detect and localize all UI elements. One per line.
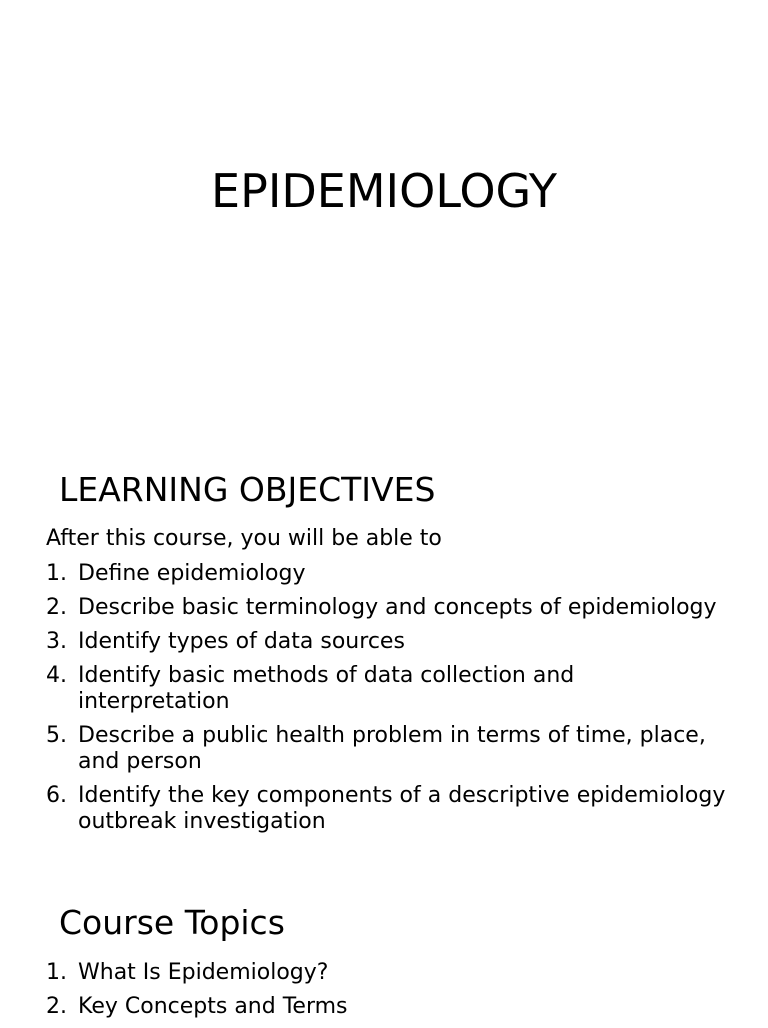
list-item-number: 4. bbox=[46, 663, 67, 688]
list-item-number: 6. bbox=[46, 783, 67, 808]
list-item bbox=[46, 723, 726, 775]
list-item-number: 2. bbox=[46, 994, 67, 1019]
list-item bbox=[46, 663, 726, 715]
objectives-intro: After this course, you will be able to bbox=[46, 526, 442, 551]
list-item-number: 5. bbox=[46, 723, 67, 748]
list-item-text: Identify the key components of a descriptive epidemiology outbreak investigation bbox=[78, 783, 726, 834]
list-item bbox=[46, 595, 726, 621]
topics-list bbox=[46, 960, 726, 1028]
list-item-number: 1. bbox=[46, 960, 67, 985]
list-item-text: Describe a public health problem in terms of time, place, and person bbox=[78, 723, 706, 774]
list-item bbox=[46, 561, 726, 587]
page-title: EPIDEMIOLOGY bbox=[211, 164, 557, 218]
list-item-text: Identify types of data sources bbox=[78, 629, 405, 654]
list-item-text: Identify basic methods of data collection and interpretation bbox=[78, 663, 575, 714]
list-item-number: 2. bbox=[46, 595, 67, 620]
list-item-text: Describe basic terminology and concepts of epidemiology bbox=[78, 595, 717, 620]
list-item bbox=[46, 960, 726, 986]
list-item bbox=[46, 994, 726, 1020]
learning-objectives-heading: LEARNING OBJECTIVES bbox=[59, 470, 436, 509]
list-item bbox=[46, 629, 726, 655]
list-item-text: What Is Epidemiology? bbox=[78, 960, 329, 985]
list-item-text: Define epidemiology bbox=[78, 561, 306, 586]
list-item-number: 1. bbox=[46, 561, 67, 586]
list-item-number: 3. bbox=[46, 629, 67, 654]
list-item-text: Key Concepts and Terms bbox=[78, 994, 348, 1019]
list-item bbox=[46, 783, 726, 835]
course-topics-heading: Course Topics bbox=[59, 903, 285, 942]
objectives-list bbox=[46, 561, 726, 843]
